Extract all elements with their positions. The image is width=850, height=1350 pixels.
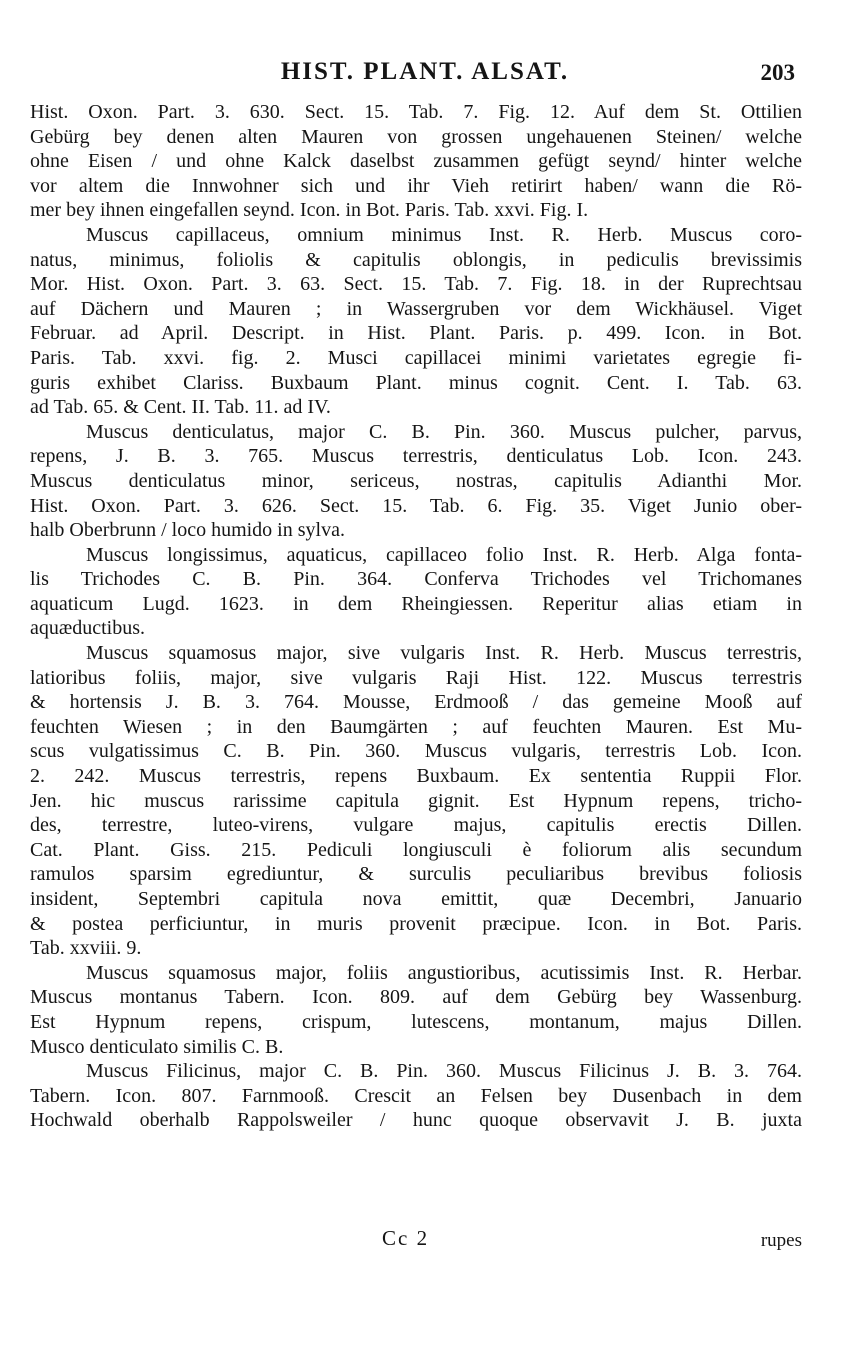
text-line: Hist. Oxon. Part. 3. 626. Sect. 15. Tab. 6. Fig. 35. Viget Junio ober- — [30, 494, 802, 517]
body-text — [30, 100, 802, 1133]
text-line: Muscus squamosus major, foliis angustioribus, acutissimis Inst. R. Herbar. — [86, 961, 802, 984]
text-line: Paris. Tab. xxvi. fig. 2. Musci capillacei minimi varietates egregie fi- — [30, 346, 802, 369]
page-header — [0, 58, 850, 94]
text-line: & postea perficiuntur, in muris provenit præcipue. Icon. in Bot. Paris. — [30, 912, 802, 935]
text-line: & hortensis J. B. 3. 764. Mousse, Erdmooß / das gemeine Mooß auf — [30, 691, 802, 714]
text-line: Muscus montanus Tabern. Icon. 809. auf dem Gebürg bey Wassenburg. — [30, 986, 802, 1009]
text-line: Tabern. Icon. 807. Farnmooß. Crescit an Felsen bey Dusenbach in dem — [30, 1084, 802, 1107]
text-line: Hist. Oxon. Part. 3. 630. Sect. 15. Tab. 7. Fig. 12. Auf dem St. Ottilien — [30, 101, 802, 123]
text-line: Februar. ad April. Descript. in Hist. Plant. Paris. p. 499. Icon. in Bot. — [30, 322, 802, 345]
text-line: aquaticum Lugd. 1623. in dem Rheingiessen. Reperitur alias etiam in — [30, 592, 802, 615]
text-line: ramulos sparsim egrediuntur, & surculis peculiaribus brevibus foliosis — [30, 863, 802, 886]
text-line: Gebürg bey denen alten Mauren von grossen ungehauenen Steinen/ welche — [30, 125, 802, 148]
signature-mark: Cc 2 — [382, 1226, 430, 1250]
text-line: Cat. Plant. Giss. 215. Pediculi longiusculi è foliorum alis secundum — [30, 838, 802, 861]
text-line: ad Tab. 65. & Cent. II. Tab. 11. ad IV. — [30, 396, 331, 419]
text-line: ohne Eisen / und ohne Kalck daselbst zusammen gefügt seynd/ hinter welche — [30, 150, 802, 173]
page-number: 203 — [760, 60, 795, 85]
text-line: Muscus squamosus major, sive vulgaris Inst. R. Herb. Muscus terrestris, — [86, 642, 802, 665]
text-line: lis Trichodes C. B. Pin. 364. Conferva Trichodes vel Trichomanes — [30, 568, 802, 591]
page-footer — [30, 1226, 802, 1254]
text-line: repens, J. B. 3. 765. Muscus terrestris, denticulatus Lob. Icon. 243. — [30, 445, 802, 468]
text-line: halb Oberbrunn / loco humido in sylva. — [30, 519, 345, 542]
text-line: Tab. xxviii. 9. — [30, 937, 142, 960]
text-line: Musco denticulato similis C. B. — [30, 1035, 284, 1058]
text-line: guris exhibet Clariss. Buxbaum Plant. minus cognit. Cent. I. Tab. 63. — [30, 371, 802, 394]
text-line: insident, Septembri capitula nova emittit, quæ Decembri, Januario — [30, 888, 802, 910]
text-line: des, terrestre, luteo-virens, vulgare majus, capitulis erectis Dillen. — [30, 814, 802, 837]
text-line: Muscus longissimus, aquaticus, capillaceo folio Inst. R. Herb. Alga fonta- — [86, 543, 802, 566]
text-line: mer bey ihnen eingefallen seynd. Icon. in Bot. Paris. Tab. xxvi. Fig. I. — [30, 199, 589, 222]
catchword: rupes — [760, 1230, 802, 1251]
text-line: Muscus Filicinus, major C. B. Pin. 360. Muscus Filicinus J. B. 3. 764. — [86, 1060, 802, 1083]
text-line: Muscus denticulatus minor, sericeus, nostras, capitulis Adianthi Mor. — [30, 469, 802, 492]
running-title: HIST. PLANT. ALSAT. — [280, 58, 570, 85]
text-line: Mor. Hist. Oxon. Part. 3. 63. Sect. 15. Tab. 7. Fig. 18. in der Ruprechtsau — [30, 273, 802, 296]
text-line: Hochwald oberhalb Rappolsweiler / hunc quoque observavit J. B. juxta — [30, 1109, 802, 1132]
text-line: scus vulgatissimus C. B. Pin. 360. Muscus vulgaris, terrestris Lob. Icon. — [30, 740, 802, 763]
text-line: vor altem die Innwohner sich und ihr Vieh retirirt haben/ wann die Rö- — [30, 174, 802, 197]
text-line: 2. 242. Muscus terrestris, repens Buxbaum. Ex sententia Ruppii Flor. — [30, 765, 802, 788]
text-line: natus, minimus, foliolis & capitulis oblongis, in pediculis brevissimis — [30, 248, 802, 271]
text-line: Jen. hic muscus rarissime capitula gignit. Est Hypnum repens, tricho- — [30, 789, 802, 812]
text-line: auf Dächern und Mauren ; in Wassergruben vor dem Wickhäusel. Viget — [30, 297, 802, 320]
text-line: latioribus foliis, major, sive vulgaris Raji Hist. 122. Muscus terrestris — [30, 666, 802, 689]
text-line: Muscus denticulatus, major C. B. Pin. 360. Muscus pulcher, parvus, — [86, 420, 802, 443]
text-line: aquæductibus. — [30, 617, 145, 640]
text-line: Est Hypnum repens, crispum, lutescens, montanum, majus Dillen. — [30, 1010, 802, 1033]
text-line: feuchten Wiesen ; in den Baumgärten ; auf feuchten Mauren. Est Mu- — [30, 715, 802, 738]
text-line: Muscus capillaceus, omnium minimus Inst. R. Herb. Muscus coro- — [86, 223, 802, 246]
